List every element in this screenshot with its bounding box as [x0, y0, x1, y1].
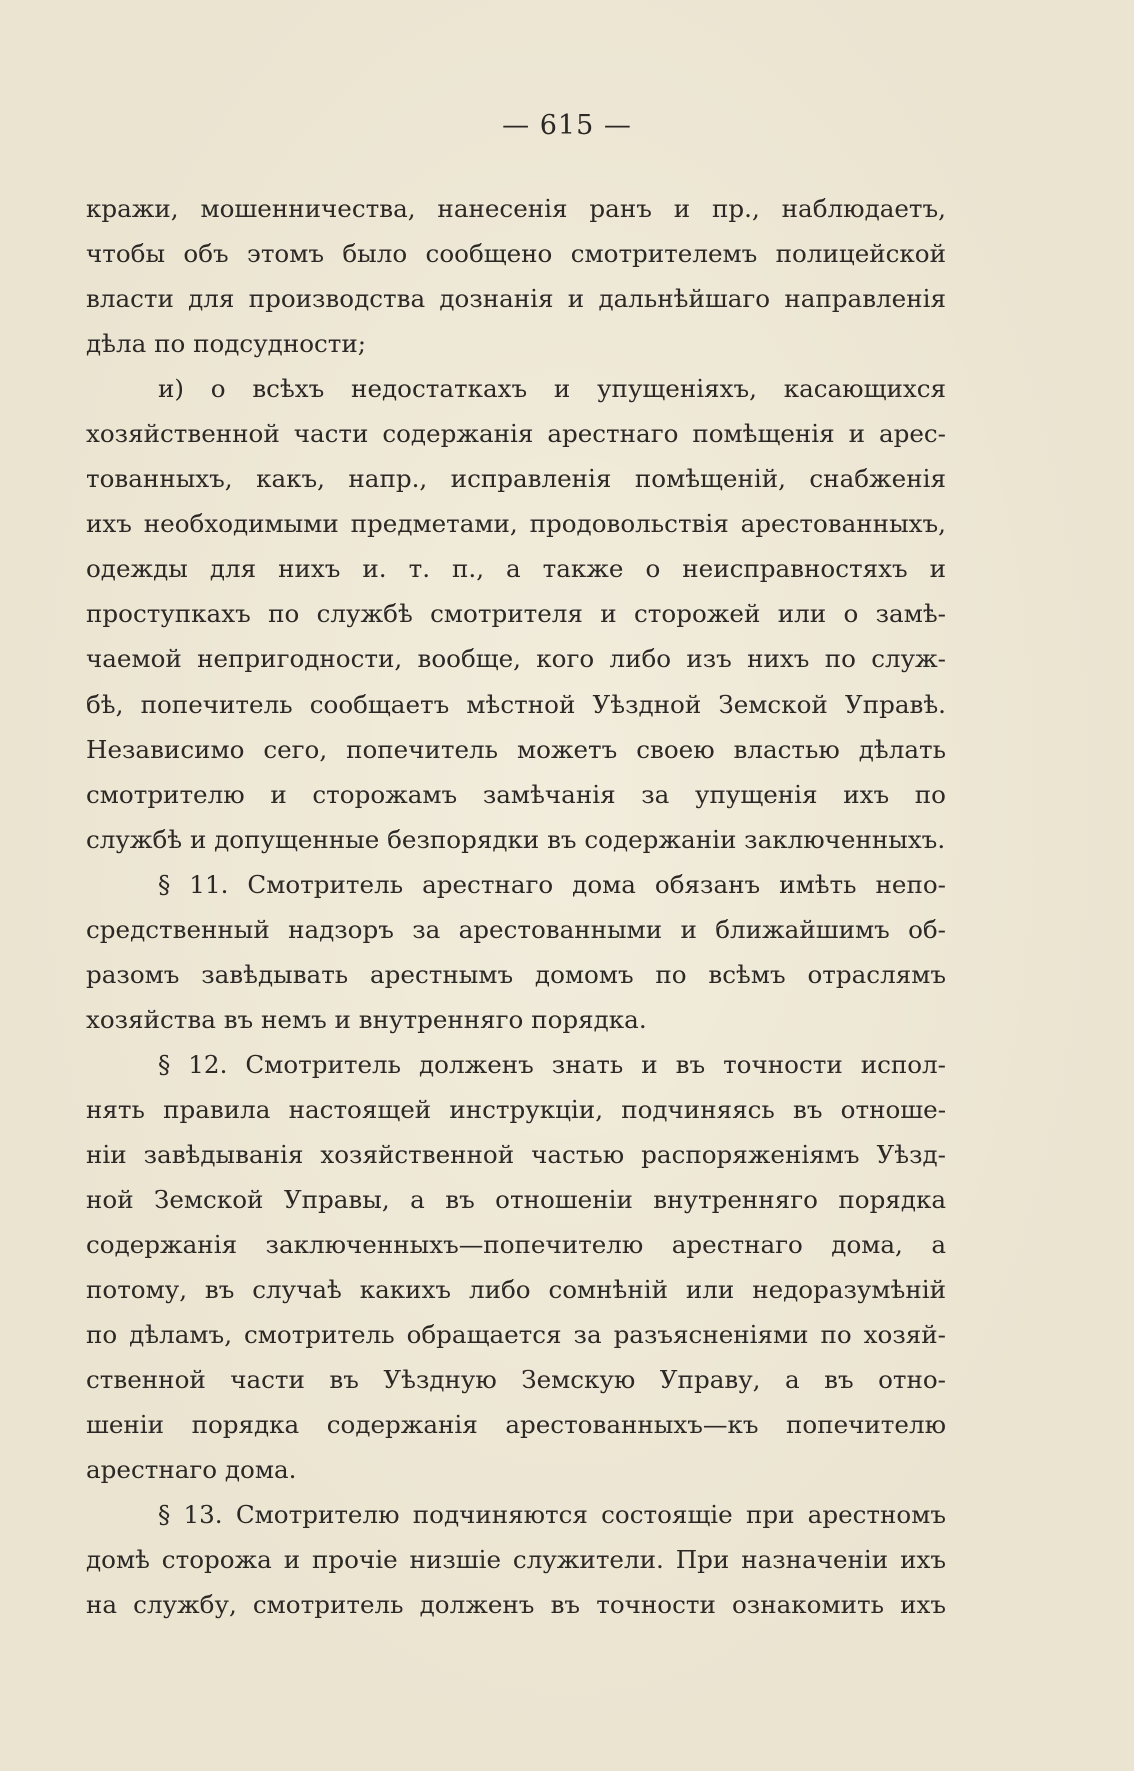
- text-line: чаемой непригодности, вообще, кого либо изъ нихъ по служ-: [86, 644, 946, 674]
- text-line: смотрителю и сторожамъ замѣчанія за упущенія ихъ по: [86, 779, 946, 809]
- text-line: нять правила настоящей инструкціи, подчиняясь въ отноше-: [86, 1094, 946, 1124]
- text-line: § 13. Смотрителю подчиняются состоящіе при арестномъ: [158, 1500, 946, 1530]
- text-line: ственной части въ Уѣздную Земскую Управу, а въ отно-: [86, 1365, 946, 1395]
- text-line: ной Земской Управы, а въ отношеніи внутренняго порядка: [86, 1185, 946, 1215]
- text-line: разомъ завѣдывать арестнымъ домомъ по всѣмъ отраслямъ: [86, 959, 946, 989]
- text-line: § 12. Смотритель долженъ знать и въ точности испол-: [158, 1049, 946, 1079]
- text-line: дѣла по подсудности;: [86, 329, 367, 359]
- text-line: чтобы объ этомъ было сообщено смотрителемъ полицейской: [86, 239, 946, 269]
- text-line: § 11. Смотритель арестнаго дома обязанъ имѣть непо-: [158, 869, 946, 899]
- text-line: проступкахъ по службѣ смотрителя и сторожей или о замѣ-: [86, 599, 946, 629]
- text-line: домѣ сторожа и прочіе низшіе служители. При назначеніи ихъ: [86, 1545, 946, 1575]
- text-line: ихъ необходимыми предметами, продовольствія арестованныхъ,: [86, 509, 946, 539]
- text-line: на службу, смотритель долженъ въ точности ознакомить ихъ: [86, 1590, 946, 1620]
- text-line: хозяйственной части содержанія арестнаго помѣщенія и арес-: [86, 419, 946, 449]
- text-line: шеніи порядка содержанія арестованныхъ—къ попечителю: [86, 1410, 946, 1440]
- text-line: потому, въ случаѣ какихъ либо сомнѣній или недоразумѣній: [86, 1275, 946, 1305]
- text-line: кражи, мошенничества, нанесенія ранъ и пр., наблюдаетъ,: [86, 194, 946, 223]
- text-line: ніи завѣдыванія хозяйственной частью распоряженіямъ Уѣзд-: [86, 1139, 946, 1169]
- text-line: по дѣламъ, смотритель обращается за разъясненіями по хозяй-: [86, 1320, 946, 1350]
- text-line: власти для производства дознанія и дальнѣйшаго направленія: [86, 284, 946, 314]
- text-line: средственный надзоръ за арестованными и ближайшимъ об-: [86, 914, 946, 944]
- text-line: Независимо сего, попечитель можетъ своею властью дѣлать: [86, 734, 946, 764]
- text-line: и) о всѣхъ недостаткахъ и упущеніяхъ, касающихся: [158, 374, 946, 404]
- text-line: одежды для нихъ и. т. п., а также о неисправностяхъ и: [86, 554, 946, 584]
- text-line: бѣ, попечитель сообщаетъ мѣстной Уѣздной Земской Управѣ.: [86, 689, 946, 719]
- text-line: арестнаго дома.: [86, 1455, 297, 1485]
- text-line: тованныхъ, какъ, напр., исправленія помѣщеній, снабженія: [86, 464, 946, 494]
- body-text: [86, 186, 946, 1628]
- page-number: — 615 —: [502, 110, 632, 141]
- text-line: хозяйства въ немъ и внутренняго порядка.: [86, 1004, 647, 1034]
- text-line: содержанія заключенныхъ—попечителю арестнаго дома, а: [86, 1230, 946, 1260]
- text-line: службѣ и допущенные безпорядки въ содержаніи заключенныхъ.: [86, 824, 946, 854]
